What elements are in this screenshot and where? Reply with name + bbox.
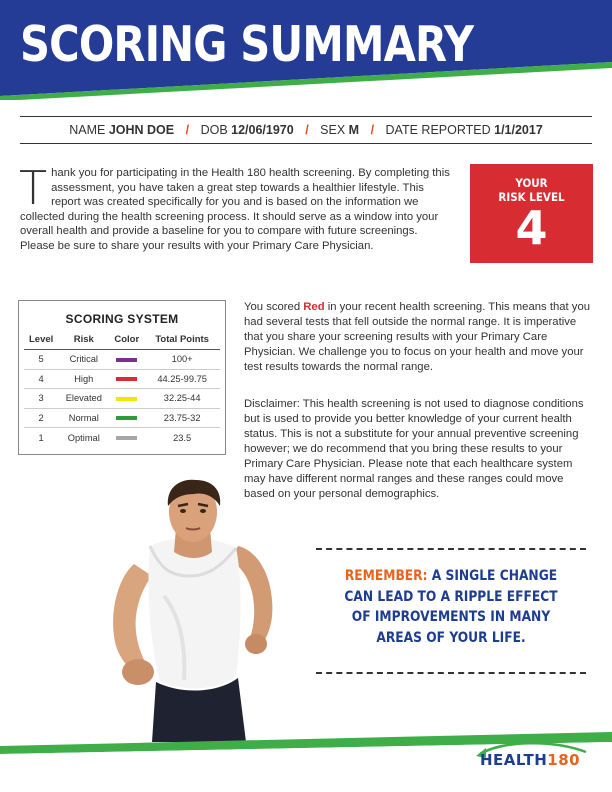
sex-label: SEX [320,123,346,137]
risk-cell: High [58,369,109,389]
table-row [24,428,220,448]
color-cell [109,389,144,409]
level-cell: 2 [24,408,58,428]
level-cell: 1 [38,432,44,443]
column-header: Level [24,332,58,350]
remember-callout [316,548,586,674]
table-row [24,369,220,389]
name-value: JOHN DOE [108,123,175,137]
risk-level-box [470,164,593,263]
risk-cell: Optimal [67,432,100,443]
sex-value: M [348,123,360,137]
color-swatch [116,377,137,381]
risk-cell: Elevated [58,389,109,409]
info-rule-top [20,116,592,117]
scoring-table-header [24,332,220,350]
logo-word: HEALTH [480,751,548,769]
remember-message: A SINGLE CHANGE CAN LEAD TO A RIPPLE EFFECT OF IMPROVEMENTS IN MANY AREAS OF YOUR LIFE. [344,567,558,646]
table-row [24,350,220,370]
sprinter-illustration [90,476,300,742]
remember-label: REMEMBER: [344,567,428,584]
info-separator: / [305,123,309,137]
scoring-system-title: SCORING SYSTEM [65,312,179,326]
color-swatch [116,416,137,420]
callout-text [338,566,565,648]
scoring-table [24,332,220,447]
score-explanation [244,300,596,375]
points-cell: 32.25-44 [144,389,220,409]
points-cell: 23.5 [173,432,192,443]
color-swatch [116,436,137,440]
info-rule-bottom [20,143,592,144]
color-cell [109,350,144,370]
callout-top-divider [316,548,586,550]
risk-cell: Normal [58,408,109,428]
color-cell [109,369,144,389]
score-color-word: Red [303,301,325,313]
disclaimer-paragraph: Disclaimer: This health screening is not used to diagnose conditions but is used to provide you better knowledge of your current health status. This is not a substitute for your annual preventive screening however; we do recommend that you bring these results to your Primary Care Physician. Please note that each healthcare system may have different normal ranges and these ranges could move based on your personal demographics. [244,398,584,500]
intro-text: hank you for participating in the Health 180 health screening. By completing this assessment, you have taken a great step towards a healthier lifestyle. This report was created specifically for you and is based on the information we collected during the health screening process. It should serve as a window into your overall health and provide a baseline for you to compare with future screenings. Please be sure to share your results with your Primary Care Physician. [20,167,450,252]
color-swatch [116,397,137,401]
points-cell: 100+ [144,350,220,370]
dob-label: DOB [200,123,228,137]
athlete-photo [90,476,300,742]
score-suffix: in your recent health screening. This means that you had several tests that fell outside the normal range. It is imperative that you share your screening results with your Primary Care Physician. We challenge you to focus on your health and move your test results towards the normal range. [244,301,591,373]
page-title: SCORING SUMMARY [20,16,474,73]
intro-paragraph [19,161,452,254]
color-swatch [116,358,137,362]
column-header: Risk [58,332,109,350]
color-cell [109,428,144,448]
patient-info-line [20,123,592,137]
header-banner [0,0,612,100]
color-cell [109,408,144,428]
column-header: Total Points [144,332,220,350]
risk-cell: Critical [58,350,109,370]
info-separator: / [185,123,190,137]
name-label: NAME [69,123,106,137]
info-separator: / [370,123,375,137]
points-cell: 23.75-32 [144,408,220,428]
risk-level-number: 4 [515,201,548,255]
date-reported-value: 1/1/2017 [494,123,543,137]
logo-wordmark [480,751,580,769]
intro-dropcap: T [19,161,48,215]
level-cell: 4 [24,369,58,389]
date-reported-label: DATE REPORTED [385,123,491,137]
health180-logo [474,742,594,776]
score-prefix: You scored [244,301,304,313]
column-header: Color [109,332,144,350]
scoring-system-card [18,300,226,455]
logo-number: 180 [547,751,581,769]
table-row [24,408,220,428]
dob-value: 12/06/1970 [231,123,294,137]
level-cell: 5 [24,350,58,370]
level-cell: 3 [24,389,58,409]
callout-bottom-divider [316,672,586,674]
risk-level-label: YOUR RISK LEVEL [498,176,565,204]
points-cell: 44.25-99.75 [144,369,220,389]
table-row [24,389,220,409]
